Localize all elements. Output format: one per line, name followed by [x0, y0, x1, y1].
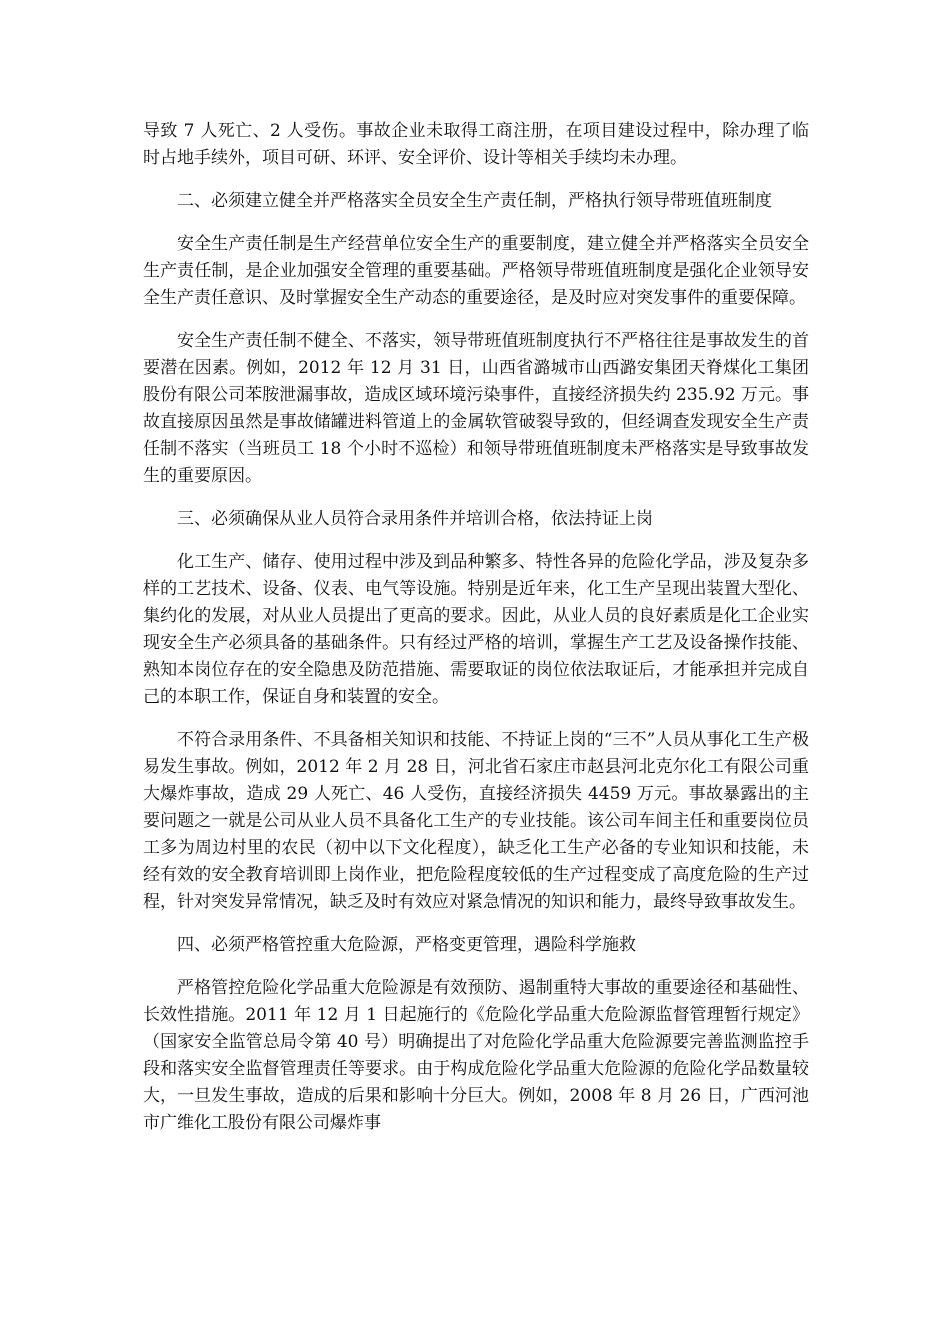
paragraph-continuation: 导致 7 人死亡、2 人受伤。事故企业未取得工商注册，在项目建设过程中，除办理了临时占地手续外，项目可研、环评、安全评价、设计等相关手续均未办理。 — [143, 121, 809, 168]
section-heading-4: 四、必须严格管控重大危险源，严格变更管理，遇险科学施救 — [177, 935, 636, 955]
document-page — [143, 118, 809, 1153]
section-heading-3: 三、必须确保从业人员符合录用条件并培训合格，依法持证上岗 — [177, 509, 653, 529]
section-heading-2: 二、必须建立健全并严格落实全员安全生产责任制，严格执行领导带班值班制度 — [177, 191, 772, 211]
paragraph: 安全生产责任制不健全、不落实，领导带班值班制度执行不严格往往是事故发生的首要潜在因素。例如，2012 年 12 月 31 日，山西省潞城市山西潞安集团天脊煤化工集团股份有限公司苯胺泄漏事故，造成区域环境污染事件，直接经济损失约 235.92 万元。事故直接原因虽然是事故储罐进料管道上的金属软管破裂导致的，但经调查发现安全生产责任制不落实（当班员工 18 个小时不巡检）和领导带班值班制度未严格落实是导致事故发生的重要原因。 — [143, 331, 809, 486]
paragraph: 不符合录用条件、不具备相关知识和技能、不持证上岗的“三不”人员从事化工生产极易发生事故。例如，2012 年 2 月 28 日，河北省石家庄市赵县河北克尔化工有限公司重大爆炸事故，造成 29 人死亡、46 人受伤，直接经济损失 4459 万元。事故暴露出的主要问题之一就是公司从业人员不具备化工生产的专业技能。该公司车间主任和重要岗位员工多为周边村里的农民（初中以下文化程度），缺乏化工生产必备的专业知识和技能，未经有效的安全教育培训即上岗作业，把危险程度较低的生产过程变成了高度危险的生产过程，针对突发异常情况，缺乏及时有效应对紧急情况的知识和能力，最终导致事故发生。 — [143, 730, 809, 912]
paragraph: 严格管控危险化学品重大危险源是有效预防、遏制重特大事故的重要途径和基础性、长效性措施。2011 年 12 月 1 日起施行的《危险化学品重大危险源监督管理暂行规定》（国家安全监管总局令第 40 号）明确提出了对危险化学品重大危险源要完善监测监控手段和落实安全监督管理责任等要求。由于构成危险化学品重大危险源的危险化学品数量较大，一旦发生事故，造成的后果和影响十分巨大。例如，2008 年 8 月 26 日，广西河池市广维化工股份有限公司爆炸事 — [143, 978, 809, 1133]
paragraph: 化工生产、储存、使用过程中涉及到品种繁多、特性各异的危险化学品，涉及复杂多样的工艺技术、设备、仪表、电气等设施。特别是近年来，化工生产呈现出装置大型化、集约化的发展，对从业人员提出了更高的要求。因此，从业人员的良好素质是化工企业实现安全生产必须具备的基础条件。只有经过严格的培训，掌握生产工艺及设备操作技能、熟知本岗位存在的安全隐患及防范措施、需要取证的岗位依法取证后，才能承担并完成自己的本职工作，保证自身和装置的安全。 — [143, 552, 809, 707]
paragraph: 安全生产责任制是生产经营单位安全生产的重要制度，建立健全并严格落实全员安全生产责任制，是企业加强安全管理的重要基础。严格领导带班值班制度是强化企业领导安全生产责任意识、及时掌握安全生产动态的重要途径，是及时应对突发事件的重要保障。 — [143, 234, 809, 308]
